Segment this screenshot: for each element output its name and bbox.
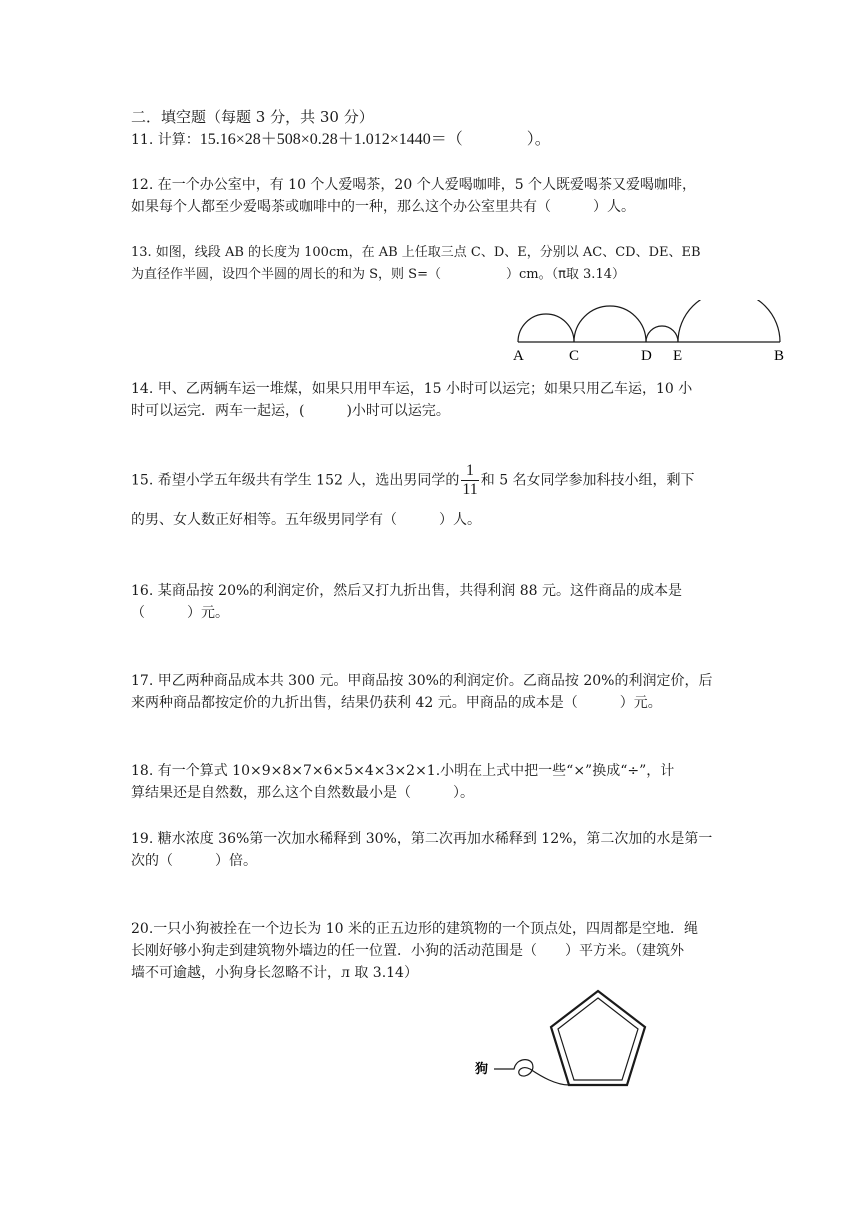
dog-leash	[494, 1060, 569, 1085]
semicircle-eb	[678, 300, 780, 342]
question-12-line-1: 12. 在一个办公室中，有 10 个人爱喝茶，20 个人爱喝咖啡，5 个人既爱喝茶又爱喝咖啡，	[131, 177, 697, 193]
question-12	[131, 174, 736, 218]
question-20-line-1: 20.一只小狗被拴在一个边长为 10 米的正五边形的建筑物的一个顶点处，四周都是空地．绳	[131, 921, 698, 937]
section-title: 二．填空题（每题 3 分，共 30 分）	[131, 108, 374, 126]
question-14-line-2: 时可以运完．两车一起运，( )小时可以运完。	[131, 403, 450, 419]
label-e: E	[673, 348, 683, 364]
label-d: D	[641, 348, 652, 364]
pentagon-outer-wall	[551, 991, 645, 1085]
question-11-prefix: 11. 计算：	[131, 132, 200, 148]
question-12-line-2: 如果每个人都至少爱喝茶或咖啡中的一种，那么这个办公室里共有（ ）人。	[131, 199, 635, 215]
question-14-line-1: 14. 甲、乙两辆车运一堆煤，如果只用甲车运，15 小时可以运完；如果只用乙车运，10 小	[131, 381, 693, 397]
question-15-line-1b: 和 5 名女同学参加科技小组，剩下	[480, 472, 695, 489]
label-b: B	[774, 348, 785, 364]
question-20-line-2: 长刚好够小狗走到建筑物外墙边的任一位置．小狗的活动范围是（ ）平方米。（建筑外	[131, 943, 684, 959]
question-15	[131, 462, 736, 531]
question-14	[131, 378, 736, 422]
question-16-line-2: （ ）元。	[131, 605, 229, 621]
pentagon-figure	[470, 985, 660, 1095]
question-13	[131, 242, 736, 286]
label-c: C	[569, 348, 580, 364]
question-15-line-2: 的男、女人数正好相等。五年级男同学有（ ）人。	[131, 512, 481, 528]
question-20-line-3: 墙不可逾越，小狗身长忽略不计，л 取 3.14）	[131, 965, 418, 981]
question-19-line-2: 次的（ ）倍。	[131, 853, 257, 869]
question-19-line-1: 19. 糖水浓度 36%第一次加水稀释到 30%，第二次再加水稀释到 12%，第二次加的水是第一	[131, 831, 713, 847]
question-18	[131, 760, 736, 804]
question-20	[131, 918, 736, 984]
fraction-numerator: 1	[461, 462, 478, 481]
semicircle-cd	[574, 306, 646, 342]
question-13-line-1: 13. 如图，线段 AB 的长度为 100cm，在 AB 上任取三点 C、D、E，分别以 AC、CD、DE、EB	[131, 245, 701, 260]
semicircles-figure	[508, 300, 788, 366]
dog-label: 狗	[475, 1061, 489, 1076]
question-18-line-2: 算结果还是自然数，那么这个自然数最小是（ ）。	[131, 785, 474, 801]
question-13-line-2a: 为直径作半圆，设四个半圆的周长的和为 S，则 S=（ ）cm。（	[131, 267, 559, 282]
question-18-line-1: 18. 有一个算式 10×9×8×7×6×5×4×3×2×1.小明在上式中把一些“×”换成“÷”，计	[131, 763, 675, 779]
fraction-denominator: 11	[462, 481, 478, 498]
question-19	[131, 828, 736, 872]
question-16-line-1: 16. 某商品按 20%的利润定价，然后又打九折出售，共得利润 88 元。这件商品的成本是	[131, 583, 682, 599]
question-15-line-1	[131, 462, 736, 499]
question-17	[131, 670, 736, 714]
semicircle-ac	[518, 314, 574, 342]
question-15-line-1a: 15. 希望小学五年级共有学生 152 人，选出男同学的	[131, 472, 460, 489]
pi-symbol: π	[558, 267, 566, 282]
question-13-line-2b: 取 3.14）	[565, 267, 625, 282]
question-11	[131, 129, 736, 151]
question-11-expression: 15.16×28＋508×0.28＋1.012×1440＝（ ）。	[199, 131, 551, 148]
question-17-line-2: 来两种商品都按定价的九折出售，结果仍获利 42 元。甲商品的成本是（ ）元。	[131, 695, 662, 711]
pentagon-inner-wall	[558, 998, 638, 1080]
fraction-1-11	[461, 462, 478, 499]
question-13-line-2	[131, 264, 736, 286]
semicircle-de	[646, 326, 678, 342]
question-17-line-1: 17. 甲乙两种商品成本共 300 元。甲商品按 30%的利润定价。乙商品按 20%的利润定价，后	[131, 673, 713, 689]
label-a: A	[513, 348, 524, 364]
question-16	[131, 580, 736, 624]
